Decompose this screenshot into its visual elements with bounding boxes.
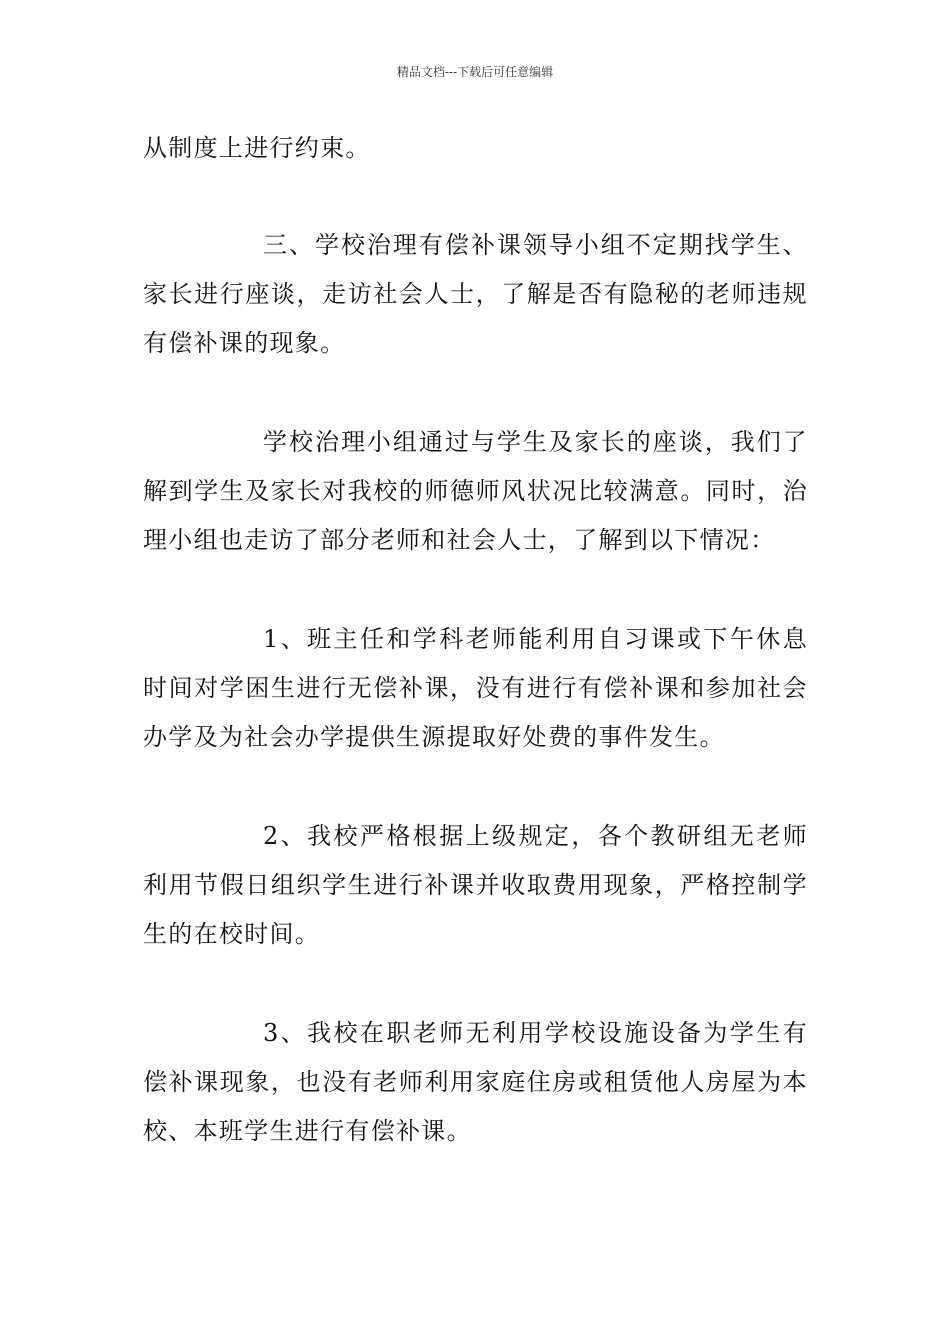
paragraph-findings-intro: 学校治理小组通过与学生及家长的座谈，我们了解到学生及家长对我校的师德师风状况比较满意。同时，治理小组也走访了部分老师和社会人士，了解到以下情况：: [143, 428, 808, 554]
page-header: 精品文档---下载后可任意编辑: [396, 65, 554, 79]
paragraph-continuation: 从制度上进行约束。: [143, 134, 371, 162]
paragraph-finding-1: 1、班主任和学科老师能利用自习课或下午休息时间对学困生进行无偿补课，没有进行有偿补课和参加社会办学及为社会办学提供生源提取好处费的事件发生。: [143, 625, 808, 751]
paragraph-section-three: 三、学校治理有偿补课领导小组不定期找学生、家长进行座谈，走访社会人士，了解是否有隐秘的老师违规有偿补课的现象。: [143, 231, 808, 357]
paragraph-finding-3: 3、我校在职老师无利用学校设施设备为学生有偿补课现象，也没有老师利用家庭住房或租赁他人房屋为本校、本班学生进行有偿补课。: [143, 1019, 808, 1145]
document-body: [143, 124, 808, 1206]
paragraph-finding-2: 2、我校严格根据上级规定，各个教研组无老师利用节假日组织学生进行补课并收取费用现象，严格控制学生的在校时间。: [143, 822, 808, 948]
